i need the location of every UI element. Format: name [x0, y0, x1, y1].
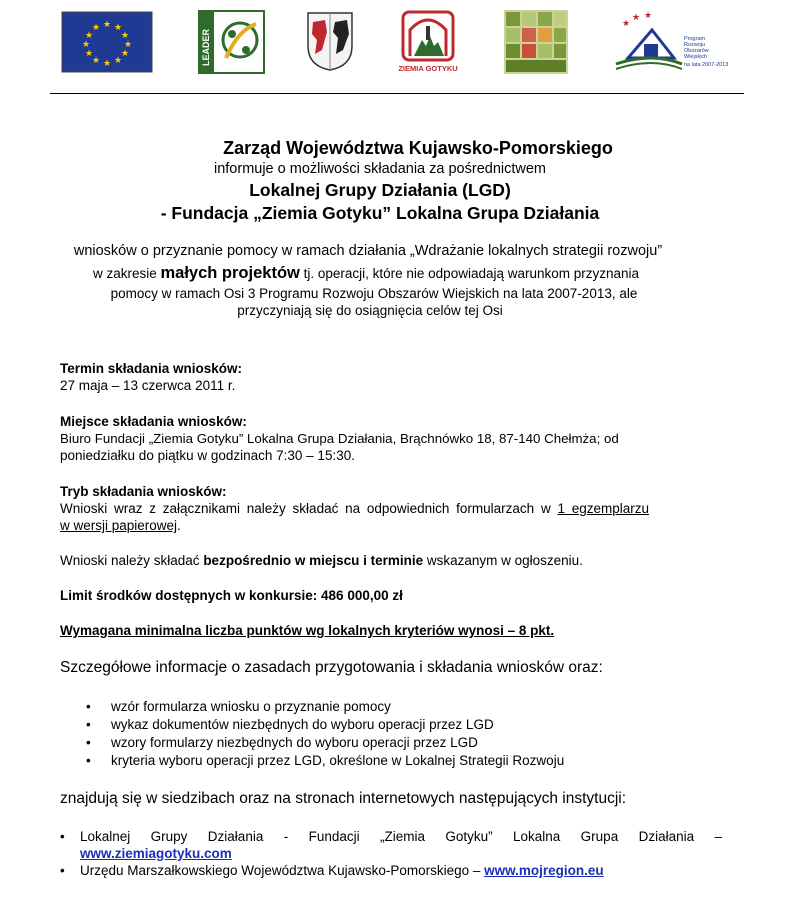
header-line-3: Lokalnej Grupy Działania (LGD) [249, 180, 511, 200]
intro-line-2 [0, 264, 746, 283]
mode-line-1-text: Wnioski wraz z załącznikami należy składać na odpowiednich formularzach w [60, 501, 558, 516]
svg-text:★: ★ [84, 49, 94, 59]
mode-line-2 [60, 517, 181, 534]
institution-1-text: Lokalnej Grupy Działania - Fundacji „Ziemia Gotyku” Lokalna Grupa Działania – [80, 829, 722, 844]
header-divider [50, 93, 744, 94]
header-line-2: informuje o możliwości składania za pośrednictwem [213, 161, 547, 177]
institution-1-link-row [60, 845, 722, 862]
place-label: Miejsce składania wniosków: [60, 414, 247, 429]
svg-text:★: ★ [120, 49, 130, 59]
prow-text-2: Rozwoju [684, 42, 706, 48]
svg-text:★: ★ [102, 59, 112, 69]
svg-text:★: ★ [123, 40, 133, 50]
svg-text:★: ★ [81, 40, 91, 50]
minimum-points: Wymagana minimalna liczba punktów wg lokalnych kryteriów wynosi – 8 pkt. [60, 623, 555, 638]
leader-logo-icon [198, 10, 265, 74]
gotyku-logo-text: ZIEMIA GOTYKU [398, 64, 458, 73]
logo-bar [0, 8, 760, 78]
mode-line-2-end: . [177, 518, 181, 533]
details-list [82, 698, 564, 770]
found-heading: znajdują się w siedzibach oraz na stronach internetowych następujących instytucji: [60, 790, 627, 807]
ziemiagotyku-link[interactable]: www.ziemiagotyku.com [80, 846, 232, 861]
prow-text-4: Wiejskich [684, 54, 708, 60]
list-item: • wzór formularza wniosku o przyznanie pomocy [82, 698, 564, 716]
prow-text-3: Obszarów [684, 48, 709, 54]
mode-label: Tryb składania wniosków: [60, 484, 227, 499]
funds-limit: Limit środków dostępnych w konkursie: 486 000,00 zł [60, 588, 403, 603]
mode-paper: w wersji papierowej [60, 518, 178, 533]
institution-item [60, 862, 722, 880]
direct-bold: bezpośrednio w miejscu i terminie [203, 553, 424, 568]
institution-2-text: Urzędu Marszałkowskiego Województwa Kujawsko-Pomorskiego – [80, 863, 485, 878]
coat-of-arms-icon [305, 10, 355, 72]
details-heading: Szczegółowe informacje o zasadach przygotowania i składania wniosków oraz: [60, 659, 603, 676]
svg-text:★: ★ [120, 31, 130, 41]
mojregion-link[interactable]: www.mojregion.eu [484, 863, 604, 878]
svg-text:★: ★ [91, 56, 101, 66]
svg-text:★: ★ [113, 23, 123, 33]
intro-line-4: przyczyniają się do osiągnięcia celów tej Osi [237, 303, 503, 318]
intro-line-2-bold: małych projektów [160, 264, 300, 282]
prow-text-1: Program [684, 36, 706, 42]
intro-line-2-post: tj. operacji, które nie odpowiadają warunkom przyznania [299, 266, 640, 281]
header-line-4: - Fundacja „Ziemia Gotyku” Lokalna Grupa Działania [160, 203, 600, 223]
direct-post: wskazanym w ogłoszeniu. [423, 553, 583, 568]
mode-copies: 1 egzemplarzu [557, 501, 650, 516]
institutions-list [60, 828, 722, 880]
bullet-icon: • [60, 863, 65, 878]
list-item: • wykaz dokumentów niezbędnych do wyboru operacji przez LGD [82, 716, 564, 734]
header-line-1: Zarząd Województwa Kujawsko-Pomorskiego [223, 138, 613, 158]
list-item: • wzory formularzy niezbędnych do wyboru operacji przez LGD [82, 734, 564, 752]
list-item: • kryteria wyboru operacji przez LGD, określone w Lokalnej Strategii Rozwoju [82, 752, 564, 770]
svg-text:★: ★ [84, 31, 94, 41]
svg-text:★: ★ [113, 56, 123, 66]
intro-line-2-pre: w zakresie [92, 266, 161, 281]
svg-text:★: ★ [622, 19, 631, 29]
svg-text:★: ★ [91, 23, 101, 33]
svg-text:LEADER: LEADER [201, 28, 211, 66]
leader-mosaic-logo-icon [504, 10, 568, 74]
place-line-2: poniedziałku do piątku w godzinach 7:30 – 15:30. [60, 448, 355, 463]
svg-text:★: ★ [644, 11, 653, 21]
direct-pre: Wnioski należy składać [60, 553, 204, 568]
mode-line-1 [60, 500, 722, 517]
direct-note [60, 552, 583, 569]
term-value: 27 maja – 13 czerwca 2011 r. [60, 378, 236, 393]
eu-flag-icon [62, 12, 152, 72]
prow-text-5: na lata 2007-2013 [684, 62, 729, 68]
prow-logo-icon [612, 11, 729, 72]
svg-text:★: ★ [632, 13, 641, 23]
place-line-1: Biuro Fundacji „Ziemia Gotyku” Lokalna Grupa Działania, Brąchnówko 18, 87-140 Chełmża; od [60, 431, 619, 446]
intro-line-3: pomocy w ramach Osi 3 Programu Rozwoju Obszarów Wiejskich na lata 2007-2013, ale [110, 286, 638, 301]
ziemia-gotyku-logo-icon [400, 10, 456, 74]
term-label: Termin składania wniosków: [60, 361, 243, 376]
institution-item [60, 828, 722, 845]
intro-line-1: wniosków o przyznanie pomocy w ramach działania „Wdrażanie lokalnych strategii rozwoju” [73, 243, 663, 259]
bullet-icon: • [60, 829, 65, 844]
svg-text:★: ★ [102, 20, 112, 30]
